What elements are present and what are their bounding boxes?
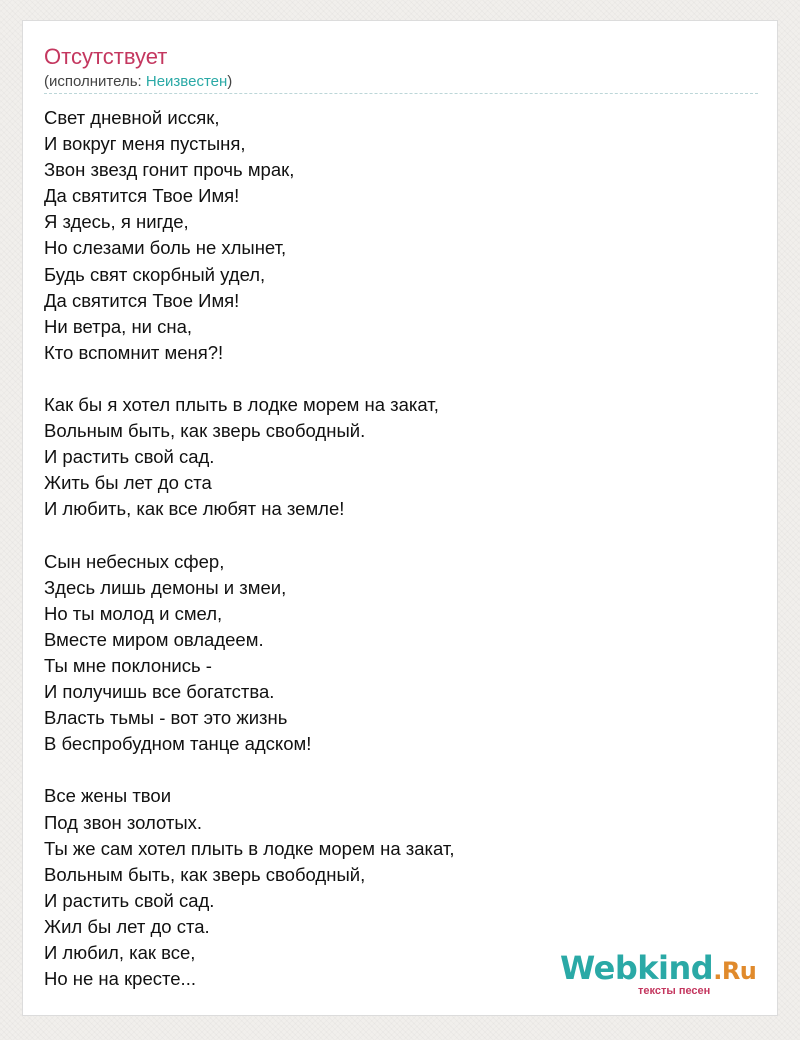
lyric-line: И любить, как все любят на земле!	[44, 498, 345, 520]
lyric-line: Ты же сам хотел плыть в лодке морем на закат,	[44, 837, 455, 859]
lyric-line: Но слезами боль не хлынет,	[44, 237, 287, 259]
lyric-line: Власть тьмы - вот это жизнь	[44, 707, 288, 729]
lyric-line: Вместе миром овладеем.	[44, 628, 264, 650]
logo-word: Webkind	[560, 949, 714, 987]
lyric-line: Будь свят скорбный удел,	[44, 263, 266, 285]
lyric-line: Вольным быть, как зверь свободный,	[44, 863, 366, 885]
site-logo[interactable]	[560, 948, 760, 1000]
logo-subtitle: тексты песен	[638, 985, 711, 997]
lyric-line: Но ты молод и смел,	[44, 602, 223, 624]
artist-line	[44, 73, 232, 91]
lyric-line: Вольным быть, как зверь свободный.	[44, 420, 366, 442]
lyrics-card	[22, 20, 778, 1016]
lyric-line: И растить свой сад.	[44, 889, 215, 911]
artist-prefix: (исполнитель:	[44, 73, 146, 90]
song-title: Отсутствует	[44, 44, 168, 69]
artist-suffix: )	[227, 73, 233, 90]
lyric-line: В беспробудном танце адском!	[44, 733, 312, 755]
title-divider	[44, 93, 758, 94]
lyric-line: Все жены твои	[44, 785, 172, 807]
lyrics-text	[44, 105, 758, 1018]
lyric-line: Сын небесных сфер,	[44, 550, 225, 572]
stanza-3	[44, 549, 758, 758]
lyric-line: Да святится Твое Имя!	[44, 289, 240, 311]
lyric-line: Свет дневной иссяк,	[44, 107, 220, 128]
lyric-line: Звон звезд гонит прочь мрак,	[44, 159, 295, 181]
lyric-line: Как бы я хотел плыть в лодке морем на закат,	[44, 394, 439, 416]
lyric-line: И вокруг меня пустыня,	[44, 133, 246, 155]
artist-link[interactable]: Неизвестен	[145, 73, 228, 90]
lyric-line: И растить свой сад.	[44, 446, 215, 468]
lyric-line: Кто вспомнит меня?!	[44, 341, 224, 363]
lyric-line: И получишь все богатства.	[44, 681, 275, 703]
lyric-line: Жил бы лет до ста.	[44, 915, 210, 937]
lyric-line: Я здесь, я нигде,	[44, 211, 189, 233]
lyric-line: Здесь лишь демоны и змеи,	[44, 576, 287, 598]
lyric-line: И любил, как все,	[44, 942, 196, 963]
lyric-line: Жить бы лет до ста	[44, 472, 212, 494]
lyric-line: Но не на кресте...	[44, 968, 196, 990]
stanza-2	[44, 392, 758, 522]
lyric-line: Да святится Твое Имя!	[44, 185, 240, 207]
logo-tld: .Ru	[713, 957, 757, 985]
stanza-1	[44, 105, 758, 366]
lyric-line: Под звон золотых.	[44, 811, 203, 833]
lyric-line: Ни ветра, ни сна,	[44, 315, 193, 337]
lyric-line: Ты мне поклонись -	[44, 654, 212, 676]
